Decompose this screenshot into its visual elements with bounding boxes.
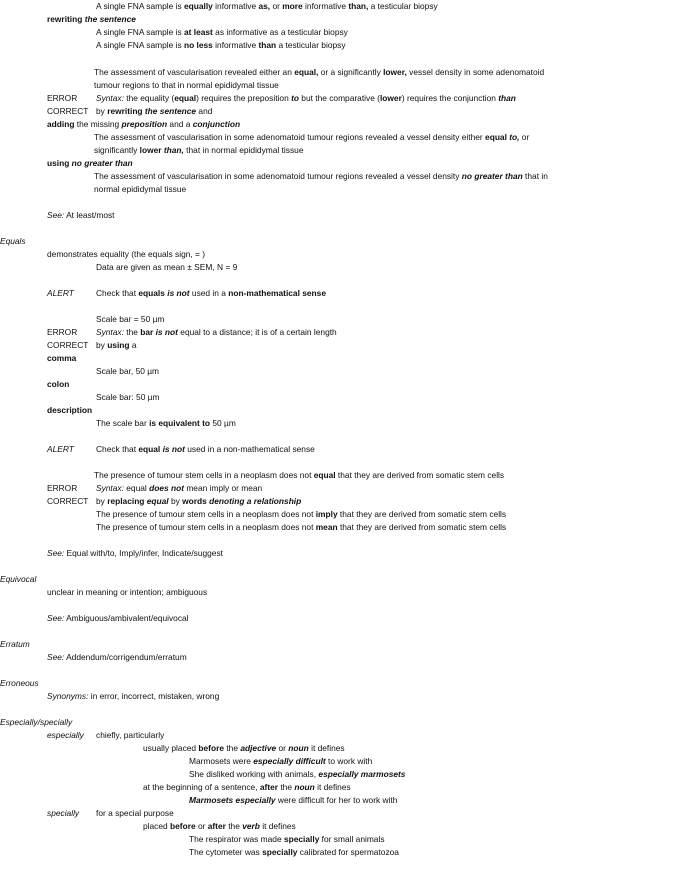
example-mean-sem: Data are given as mean ± SEM, N = 9	[96, 262, 238, 272]
see-reference[interactable]: See: Equal with/to, Imply/infer, Indicate/suggest	[47, 548, 223, 558]
definition-specially: for a special purpose	[96, 808, 174, 818]
see-reference[interactable]: See: Ambiguous/ambivalent/equivocal	[47, 613, 189, 623]
fix-no-greater-line2: normal epididymal tissue	[94, 184, 187, 194]
example-equally-informative: A single FNA sample is equally informative as, or more informative than, a testicular biopsy	[96, 1, 438, 11]
label-colon: colon	[47, 379, 70, 389]
entry-heading-especially: Especially/specially	[0, 717, 73, 727]
fix-mean: The presence of tumour stem cells in a neoplasm does not mean that they are derived from somatic stem cells	[96, 522, 507, 532]
correct-label: CORRECT	[47, 106, 89, 116]
example-marmosets-especially: Marmosets especially were difficult for her to work with	[189, 795, 398, 805]
correct-label: CORRECT	[47, 496, 89, 506]
error-label: ERROR	[47, 327, 78, 337]
correct-label: CORRECT	[47, 340, 89, 350]
rule-before-adjective: usually placed before the adjective or noun it defines	[143, 743, 345, 753]
fix-imply: The presence of tumour stem cells in a neoplasm does not imply that they are derived from somatic stem cells	[96, 509, 507, 519]
label-adding-preposition: adding the missing preposition and a conjunction	[47, 119, 241, 129]
entry-heading-erratum: Erratum	[0, 639, 30, 649]
fix-equal-to-line2: significantly lower than, that in normal epididymal tissue	[94, 145, 304, 155]
example-especially-difficult: Marmosets were especially difficult to work with	[189, 756, 373, 766]
definition-especially: chiefly, particularly	[96, 730, 165, 740]
example-scale-bar-colon: Scale bar: 50 µm	[96, 392, 160, 402]
entry-heading-equivocal: Equivocal	[0, 574, 37, 584]
see-reference[interactable]: See: At least/most	[47, 210, 115, 220]
example-no-less: A single FNA sample is no less informative than a testicular biopsy	[96, 40, 346, 50]
sense-label-specially: specially	[47, 808, 80, 818]
example-respirator: The respirator was made specially for small animals	[189, 834, 385, 844]
example-scale-bar-equals: Scale bar = 50 µm	[96, 314, 165, 324]
entry-heading-erroneous: Erroneous	[0, 678, 39, 688]
definition-equals: demonstrates equality (the equals sign, = )	[47, 249, 206, 259]
error-explanation: Syntax: equal does not mean imply or mean	[96, 483, 263, 493]
alert-label: ALERT	[47, 288, 74, 298]
fix-no-greater-line1: The assessment of vascularisation in some adenomatoid tumour regions revealed a vessel density no greater than that in	[94, 171, 548, 181]
example-at-least: A single FNA sample is at least as informative as a testicular biopsy	[96, 27, 348, 37]
correct-explanation: by using a	[96, 340, 137, 350]
example-scale-bar-comma: Scale bar, 50 µm	[96, 366, 160, 376]
example-especially-marmosets: She disliked working with animals, especially marmosets	[189, 769, 406, 779]
example-tumour-stem-cells: The presence of tumour stem cells in a neoplasm does not equal that they are derived from somatic stem cells	[94, 470, 505, 480]
correct-explanation: by replacing equal by words denoting a relationship	[96, 496, 302, 506]
example-cytometer: The cytometer was specially calibrated for spermatozoa	[189, 847, 399, 857]
alert-label: ALERT	[47, 444, 74, 454]
rule-before-after-verb: placed before or after the verb it defines	[143, 821, 296, 831]
label-rewriting-sentence: rewriting the sentence	[47, 14, 136, 24]
alert-text: Check that equals is not used in a non-mathematical sense	[96, 288, 326, 298]
rule-after-noun: at the beginning of a sentence, after the noun it defines	[143, 782, 351, 792]
see-reference[interactable]: See: Addendum/corrigendum/erratum	[47, 652, 187, 662]
error-explanation: Syntax: the bar is not equal to a distance; it is of a certain length	[96, 327, 337, 337]
synonyms-erroneous: Synonyms: in error, incorrect, mistaken, wrong	[47, 691, 220, 701]
definition-equivocal: unclear in meaning or intention; ambiguous	[47, 587, 208, 597]
alert-text: Check that equal is not used in a non-mathematical sense	[96, 444, 315, 454]
example-scale-bar-description: The scale bar is equivalent to 50 µm	[96, 418, 236, 428]
error-label: ERROR	[47, 483, 78, 493]
label-comma: comma	[47, 353, 77, 363]
correct-explanation: by rewriting the sentence and	[96, 106, 213, 116]
fix-equal-to-line1: The assessment of vascularisation in some adenomatoid tumour regions revealed a vessel density either equal to, or	[94, 132, 530, 142]
entry-heading-equals: Equals	[0, 236, 26, 246]
label-using-no-greater: using no greater than	[47, 158, 133, 168]
example-vascularisation-line1: The assessment of vascularisation revealed either an equal, or a significantly lower, vessel density in some adenomatoid	[94, 67, 545, 77]
label-description: description	[47, 405, 93, 415]
sense-label-especially: especially	[47, 730, 84, 740]
example-vascularisation-line2: tumour regions to that in normal epididymal tissue	[94, 80, 279, 90]
error-label: ERROR	[47, 93, 78, 103]
error-explanation: Syntax: the equality (equal) requires the preposition to but the comparative (lower) requires the conjunction than	[96, 93, 516, 103]
